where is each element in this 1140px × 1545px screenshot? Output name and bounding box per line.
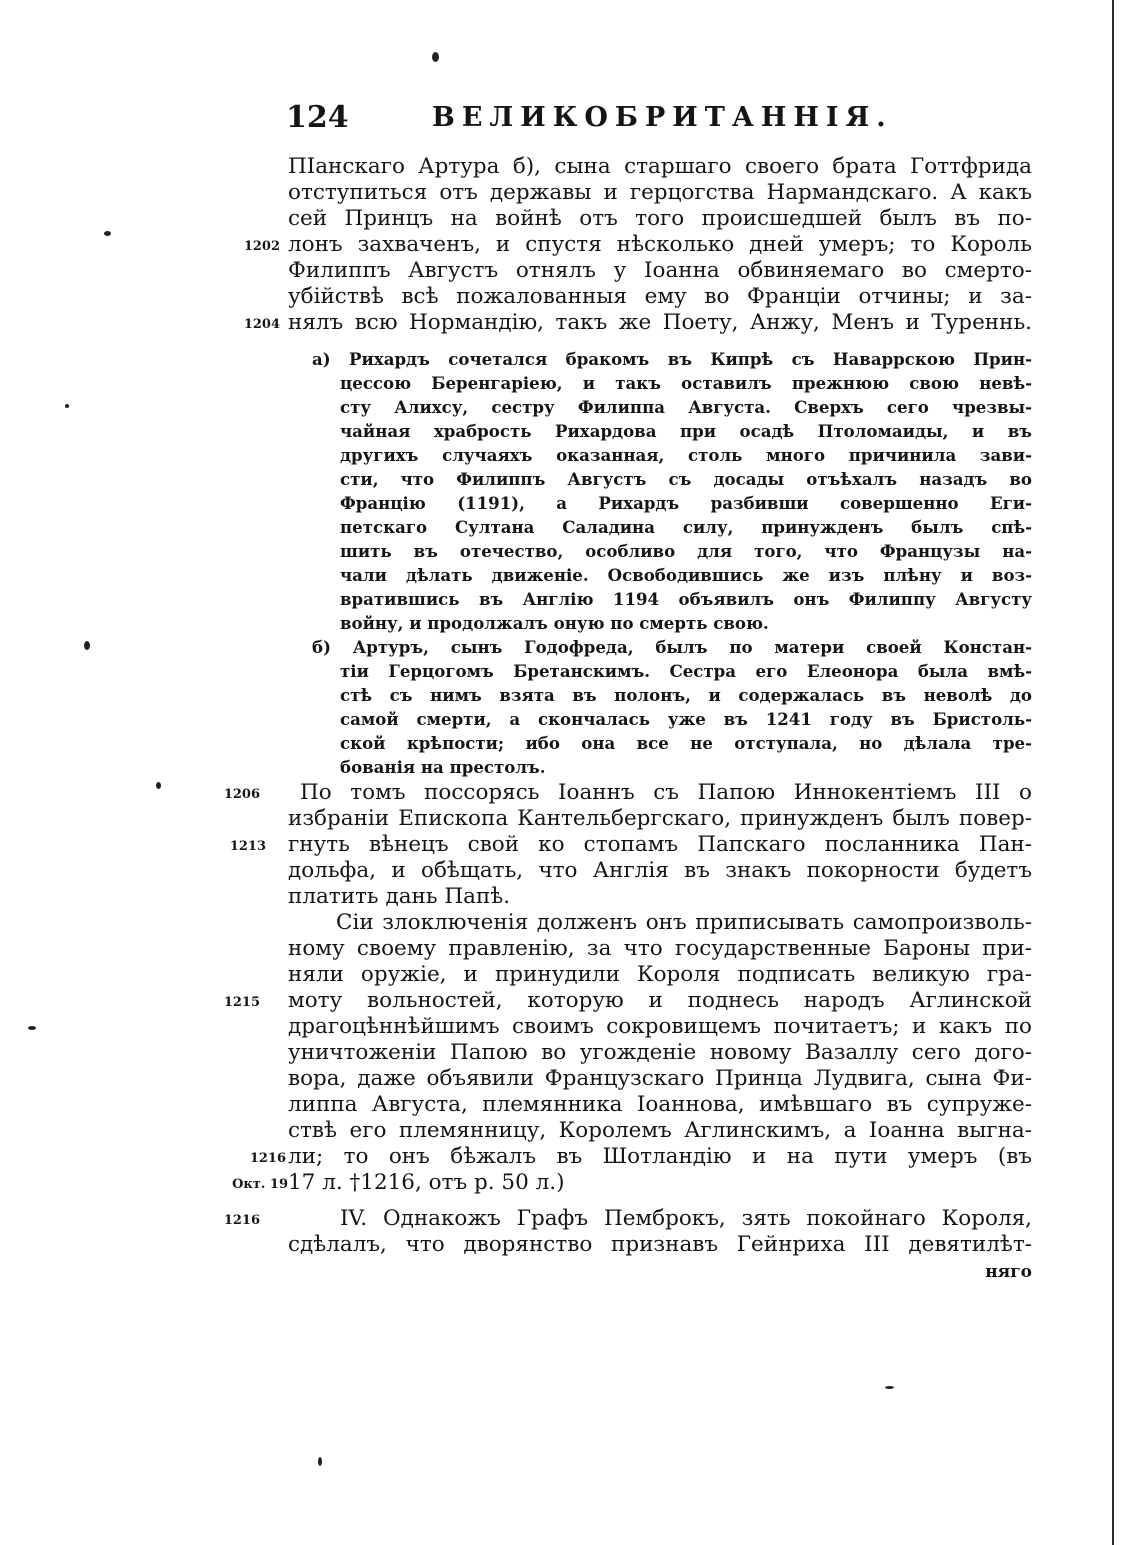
scan-speck xyxy=(65,404,69,408)
running-head xyxy=(286,100,896,140)
footnote-a-line: а) Рихардъ сочетался бракомъ въ Кипрѣ съ Наваррскою Прин- xyxy=(312,349,1032,369)
main-text-line: отступиться отъ державы и герцогства Нармандскаго. А какъ xyxy=(288,180,1032,205)
main-text-line: ПІанскаго Артура б), сына старшаго своего брата Готтфрида xyxy=(288,154,1032,179)
main-text-line: нялъ всю Нормандію, такъ же Поету, Анжу, Менъ и Туреннь. xyxy=(288,310,1032,335)
main-text-line: сей Принцъ на войнѣ отъ того происшедшей былъ въ по- xyxy=(288,206,1032,231)
footnote-a-line: чайная храбрость Рихардова при осадѣ Птоломаиды, и въ xyxy=(340,421,1032,441)
footnote-a-line: войну, и продолжалъ оную по смерть свою. xyxy=(340,613,769,633)
body-text-line: платить дань Папѣ. xyxy=(288,884,511,909)
scan-speck xyxy=(84,641,90,650)
body-text-line: избраніи Епископа Кантельбергскаго, принужденъ былъ повер- xyxy=(288,806,1032,831)
body-text-line: сдѣлалъ, что дворянство признавъ Гейнриха III девятилѣт- xyxy=(288,1232,1032,1257)
body-text-line: гнуть вѣнецъ свой ко стопамъ Папскаго посланника Пан- xyxy=(288,832,1032,857)
body-text-line: уничтоженіи Папою во угожденіе новому Вазаллу сего дого- xyxy=(288,1040,1032,1065)
footnote-b-line: самой смерти, а скончалась уже въ 1241 году въ Бристоль- xyxy=(340,709,1032,729)
catchword: няго xyxy=(985,1262,1032,1282)
footnote-b-line: бованія на престолъ. xyxy=(340,757,546,777)
body-text-line: липпа Августа, племянника Іоаннова, имѣвшаго въ супруже- xyxy=(288,1092,1032,1117)
body-text-line: драгоцѣннѣйшимъ своимъ сокровищемъ почитаетъ; и какъ по xyxy=(288,1014,1032,1039)
main-text-line: лонъ захваченъ, и спустя нѣсколько дней умеръ; то Король xyxy=(288,232,1032,257)
margin-date: 1206 xyxy=(223,787,260,802)
scan-speck xyxy=(432,52,439,62)
footnote-b-line: стѣ съ нимъ взята въ полонъ, и содержалась въ неволѣ до xyxy=(340,685,1032,705)
body-text-line: дольфа, и обѣщать, что Англія въ знакъ покорности будетъ xyxy=(288,858,1032,883)
main-text-line: убійствѣ всѣ пожалованныя ему во Франціи отчины; и за- xyxy=(288,284,1032,309)
running-title: ВЕЛИКОБРИТАННІЯ. xyxy=(432,102,893,133)
page-number: 124 xyxy=(286,100,349,135)
scan-speck xyxy=(28,1026,36,1030)
footnote-a-line: Францію (1191), а Рихардъ разбивши совершенно Еги- xyxy=(340,493,1032,513)
body-text-line: няли оружіе, и принудили Короля подписать великую гра- xyxy=(288,962,1032,987)
footnote-a-line: вратившись въ Англію 1194 объявилъ онъ Филиппу Августу xyxy=(340,589,1032,609)
body-text-line: моту вольностей, которую и поднесь народъ Аглинской xyxy=(288,988,1032,1013)
footnote-a-line: другихъ случаяхъ оказанная, столь много причинила зави- xyxy=(340,445,1032,465)
body-text-line: ствѣ его племянницу, Королемъ Аглинскимъ, а Іоанна выгна- xyxy=(288,1118,1032,1143)
footnote-b-line: б) Артуръ, сынъ Годофреда, былъ по матери своей Констан- xyxy=(312,637,1032,657)
footnote-a-line: чали дѣлать движеніе. Освободившись же изъ плѣну и воз- xyxy=(340,565,1032,585)
footnote-a-line: цессою Беренгаріею, и такъ оставилъ прежнюю свою невѣ- xyxy=(340,373,1032,393)
footnote-b-line: ской крѣпости; ибо она все не отступала, но дѣлала тре- xyxy=(340,733,1032,753)
body-text-line: ному своему правленію, за что государственные Бароны при- xyxy=(288,936,1032,961)
margin-date: 1216 xyxy=(223,1213,260,1228)
margin-date: 1213 xyxy=(229,839,266,854)
scan-speck xyxy=(318,1457,322,1466)
body-text-line: IV. Однакожъ Графъ Пемброкъ, зять покойнаго Короля, xyxy=(340,1206,1032,1231)
footnote-b-line: тіи Герцогомъ Бретанскимъ. Сестра его Елеонора была вмѣ- xyxy=(340,661,1032,681)
page-edge xyxy=(1112,0,1114,1545)
scan-speck xyxy=(104,231,111,236)
margin-date: 1216 xyxy=(249,1151,286,1166)
margin-date: Окт. 19 xyxy=(232,1177,288,1192)
body-text-line: 17 л. †1216, отъ р. 50 л.) xyxy=(288,1170,565,1195)
margin-date: 1204 xyxy=(243,317,280,332)
margin-date: 1215 xyxy=(223,995,260,1010)
scan-speck xyxy=(885,1386,894,1389)
scan-speck xyxy=(156,782,161,789)
footnote-a-line: петскаго Султана Саладина силу, принужденъ былъ спѣ- xyxy=(340,517,1032,537)
footnote-a-line: сту Алихсу, сестру Филиппа Августа. Сверхъ сего чрезвы- xyxy=(340,397,1032,417)
footnote-a-line: шить въ отечество, особливо для того, что Французы на- xyxy=(340,541,1032,561)
body-text-line: Сіи злоключенія долженъ онъ приписывать самопроизволь- xyxy=(336,910,1032,935)
body-text-line: По томъ поссорясь Іоаннъ съ Папою Иннокентіемъ III о xyxy=(300,780,1032,805)
main-text-line: Филиппъ Августъ отнялъ у Іоанна обвиняемаго во смерто- xyxy=(288,258,1032,283)
margin-date: 1202 xyxy=(243,239,280,254)
body-text-line: вора, даже объявили Французскаго Принца Лудвига, сына Фи- xyxy=(288,1066,1032,1091)
footnote-a-line: сти, что Филиппъ Августъ съ досады отъѣхалъ назадъ во xyxy=(340,469,1032,489)
body-text-line: ли; то онъ бѣжалъ въ Шотландію и на пути умеръ (въ xyxy=(288,1144,1032,1169)
